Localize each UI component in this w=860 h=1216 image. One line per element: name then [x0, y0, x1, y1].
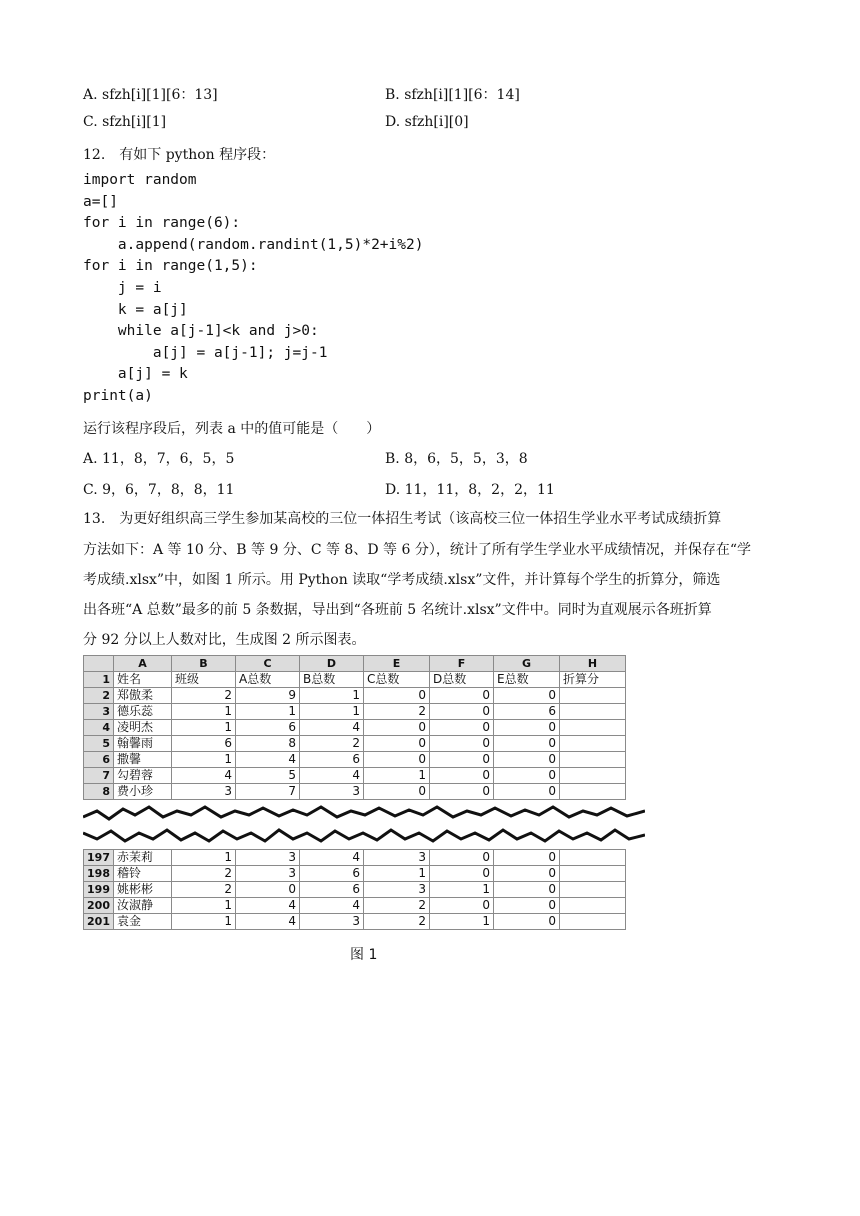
table-cell: 3	[236, 866, 300, 882]
table-cell: 翰馨雨	[114, 736, 172, 752]
code-line: a=[]	[83, 193, 118, 210]
q12-option-c: C. 9，6，7，8，8，11	[83, 482, 235, 498]
table-cell: 1	[300, 688, 364, 704]
row-number: 199	[84, 882, 114, 898]
table-cell: 0	[494, 752, 560, 768]
row-number: 201	[84, 914, 114, 930]
table-cell: 2	[172, 866, 236, 882]
table-cell: 0	[494, 720, 560, 736]
table-cell: 1	[172, 914, 236, 930]
table-cell: 3	[236, 850, 300, 866]
table-row	[84, 850, 626, 866]
table-cell: 姚彬彬	[114, 882, 172, 898]
table-cell: 0	[430, 866, 494, 882]
table-cell: 2	[364, 898, 430, 914]
table-cell: 2	[364, 914, 430, 930]
table-cell: 3	[300, 914, 364, 930]
row-number: 6	[84, 752, 114, 768]
table-cell: 6	[300, 882, 364, 898]
q12-option-d: D. 11，11，8，2，2，11	[385, 482, 555, 498]
column-header-row	[84, 656, 626, 672]
table-cell: D总数	[430, 672, 494, 688]
table-cell: 5	[236, 768, 300, 784]
spreadsheet-top	[83, 655, 626, 800]
row-number: 198	[84, 866, 114, 882]
table-cell: 4	[300, 768, 364, 784]
table-cell	[560, 688, 626, 704]
column-letter: B	[172, 656, 236, 672]
table-cell: E总数	[494, 672, 560, 688]
table-cell: 0	[494, 688, 560, 704]
table-cell: 德乐蕊	[114, 704, 172, 720]
table-cell: 2	[300, 736, 364, 752]
table-row	[84, 898, 626, 914]
table-cell: 0	[364, 736, 430, 752]
table-cell: 0	[364, 720, 430, 736]
table-cell: 姓名	[114, 672, 172, 688]
table-cell: 4	[236, 898, 300, 914]
code-line: a[j] = a[j-1]; j=j-1	[83, 344, 328, 361]
table-row	[84, 914, 626, 930]
table-cell: 8	[236, 736, 300, 752]
table-cell: 3	[172, 784, 236, 800]
code-line: j = i	[83, 279, 162, 296]
table-cell	[560, 736, 626, 752]
table-cell: 1	[300, 704, 364, 720]
table-cell: 折算分	[560, 672, 626, 688]
row-number: 2	[84, 688, 114, 704]
q13-line-5: 分 92 分以上人数对比，生成图 2 所示图表。	[83, 632, 366, 648]
code-line: k = a[j]	[83, 301, 188, 318]
q12-option-a: A. 11，8，7，6，5，5	[83, 451, 235, 467]
table-cell	[560, 752, 626, 768]
q12-option-b: B. 8，6，5，5，3，8	[385, 451, 528, 467]
table-row	[84, 672, 626, 688]
table-cell: 2	[364, 704, 430, 720]
table-cell: 6	[172, 736, 236, 752]
row-number: 4	[84, 720, 114, 736]
table-cell: 2	[172, 688, 236, 704]
table-cell: 4	[236, 752, 300, 768]
row-number: 5	[84, 736, 114, 752]
table-cell: 0	[494, 784, 560, 800]
table-cell: 4	[300, 850, 364, 866]
q13-line-3: 考成绩.xlsx”中，如图 1 所示。用 Python 读取“学考成绩.xlsx”文件，并计算每个学生的折算分，筛选	[83, 572, 721, 588]
table-cell: 0	[364, 752, 430, 768]
table-cell: 0	[494, 898, 560, 914]
table-cell: 1	[430, 914, 494, 930]
table-cell: 0	[430, 898, 494, 914]
table-cell: 6	[300, 866, 364, 882]
table-cell: 撒馨	[114, 752, 172, 768]
table-row	[84, 882, 626, 898]
table-cell: 0	[494, 882, 560, 898]
table-cell	[560, 866, 626, 882]
code-line: while a[j-1]<k and j>0:	[83, 323, 319, 340]
q12-stem: 12. 有如下 python 程序段：	[83, 147, 276, 163]
q11-option-c: C. sfzh[i][1]	[83, 114, 167, 130]
table-cell: 3	[300, 784, 364, 800]
table-row	[84, 688, 626, 704]
table-cell: 0	[236, 882, 300, 898]
tear-break-icon	[83, 803, 645, 849]
table-cell	[560, 850, 626, 866]
q13-line-2: 方法如下：A 等 10 分、B 等 9 分、C 等 8、D 等 6 分），统计了所有学生学业水平成绩情况，并保存在“学	[83, 542, 751, 558]
table-cell: A总数	[236, 672, 300, 688]
table-cell: 班级	[172, 672, 236, 688]
row-number: 7	[84, 768, 114, 784]
table-cell: 4	[300, 720, 364, 736]
code-line: a[j] = k	[83, 366, 188, 383]
row-number: 1	[84, 672, 114, 688]
table-cell: 1	[364, 768, 430, 784]
q11-option-b: B. sfzh[i][1][6：14]	[385, 87, 520, 103]
table-cell	[560, 882, 626, 898]
table-cell: 费小珍	[114, 784, 172, 800]
table-cell	[560, 768, 626, 784]
table-cell: 0	[430, 752, 494, 768]
code-line: import random	[83, 172, 197, 188]
table-cell: 3	[364, 882, 430, 898]
table-cell: 1	[236, 704, 300, 720]
table-cell: 3	[364, 850, 430, 866]
table-cell: C总数	[364, 672, 430, 688]
table-row	[84, 752, 626, 768]
column-letter: A	[114, 656, 172, 672]
column-letter: D	[300, 656, 364, 672]
table-cell: 0	[430, 704, 494, 720]
table-cell: 0	[494, 850, 560, 866]
table-cell	[560, 784, 626, 800]
table-cell: 9	[236, 688, 300, 704]
column-letter	[84, 656, 114, 672]
table-row	[84, 736, 626, 752]
table-cell: 1	[430, 882, 494, 898]
row-number: 197	[84, 850, 114, 866]
row-number: 8	[84, 784, 114, 800]
table-cell: 1	[172, 898, 236, 914]
table-cell: 1	[172, 752, 236, 768]
table-row	[84, 768, 626, 784]
table-cell: 0	[430, 768, 494, 784]
table-cell: 凌明杰	[114, 720, 172, 736]
q12-code-block	[83, 170, 423, 408]
table-cell: 0	[494, 736, 560, 752]
table-cell: 1	[172, 720, 236, 736]
table-cell: 4	[236, 914, 300, 930]
code-line: for i in range(6):	[83, 215, 241, 232]
figure-caption: 图 1	[350, 947, 378, 963]
table-row	[84, 720, 626, 736]
row-number: 200	[84, 898, 114, 914]
spreadsheet-figure	[83, 655, 645, 934]
code-line: a.append(random.randint(1,5)*2+i%2)	[83, 236, 424, 253]
table-cell: 6	[494, 704, 560, 720]
table-cell: 郑傲柔	[114, 688, 172, 704]
column-letter: E	[364, 656, 430, 672]
table-cell	[560, 720, 626, 736]
table-cell: 汝淑静	[114, 898, 172, 914]
table-cell: 4	[172, 768, 236, 784]
table-cell: 0	[430, 850, 494, 866]
table-cell: 袁金	[114, 914, 172, 930]
table-cell: 稽铃	[114, 866, 172, 882]
column-letter: G	[494, 656, 560, 672]
column-letter: F	[430, 656, 494, 672]
table-cell: 0	[430, 720, 494, 736]
q11-option-a: A. sfzh[i][1][6：13]	[83, 87, 218, 103]
table-cell: 2	[172, 882, 236, 898]
table-cell	[560, 704, 626, 720]
table-cell: 6	[236, 720, 300, 736]
row-number: 3	[84, 704, 114, 720]
code-line: print(a)	[83, 387, 153, 404]
q13-line-1: 13. 为更好组织高三学生参加某高校的三位一体招生考试（该高校三位一体招生学业水平考试成绩折算	[83, 511, 722, 527]
table-cell: 赤茉莉	[114, 850, 172, 866]
q12-question: 运行该程序段后，列表 a 中的值可能是（ ）	[83, 421, 381, 437]
table-cell: 勾碧蓉	[114, 768, 172, 784]
table-row	[84, 704, 626, 720]
table-row	[84, 866, 626, 882]
q13-line-4: 出各班“A 总数”最多的前 5 条数据，导出到“各班前 5 名统计.xlsx”文件中。同时为直观展示各班折算	[83, 602, 712, 618]
table-cell: 0	[430, 784, 494, 800]
table-cell: 6	[300, 752, 364, 768]
table-cell: 4	[300, 898, 364, 914]
code-line: for i in range(1,5):	[83, 258, 258, 275]
table-cell: 0	[494, 914, 560, 930]
column-letter: H	[560, 656, 626, 672]
table-cell	[560, 898, 626, 914]
q11-option-d: D. sfzh[i][0]	[385, 114, 469, 130]
table-cell: 0	[494, 866, 560, 882]
column-letter: C	[236, 656, 300, 672]
table-cell: 0	[494, 768, 560, 784]
table-cell: 0	[364, 688, 430, 704]
table-cell: 0	[430, 736, 494, 752]
table-cell: B总数	[300, 672, 364, 688]
table-cell: 0	[364, 784, 430, 800]
spreadsheet-bottom	[83, 849, 626, 930]
table-cell: 1	[364, 866, 430, 882]
table-cell: 1	[172, 850, 236, 866]
table-cell: 1	[172, 704, 236, 720]
table-cell	[560, 914, 626, 930]
table-row	[84, 784, 626, 800]
table-cell: 7	[236, 784, 300, 800]
table-cell: 0	[430, 688, 494, 704]
